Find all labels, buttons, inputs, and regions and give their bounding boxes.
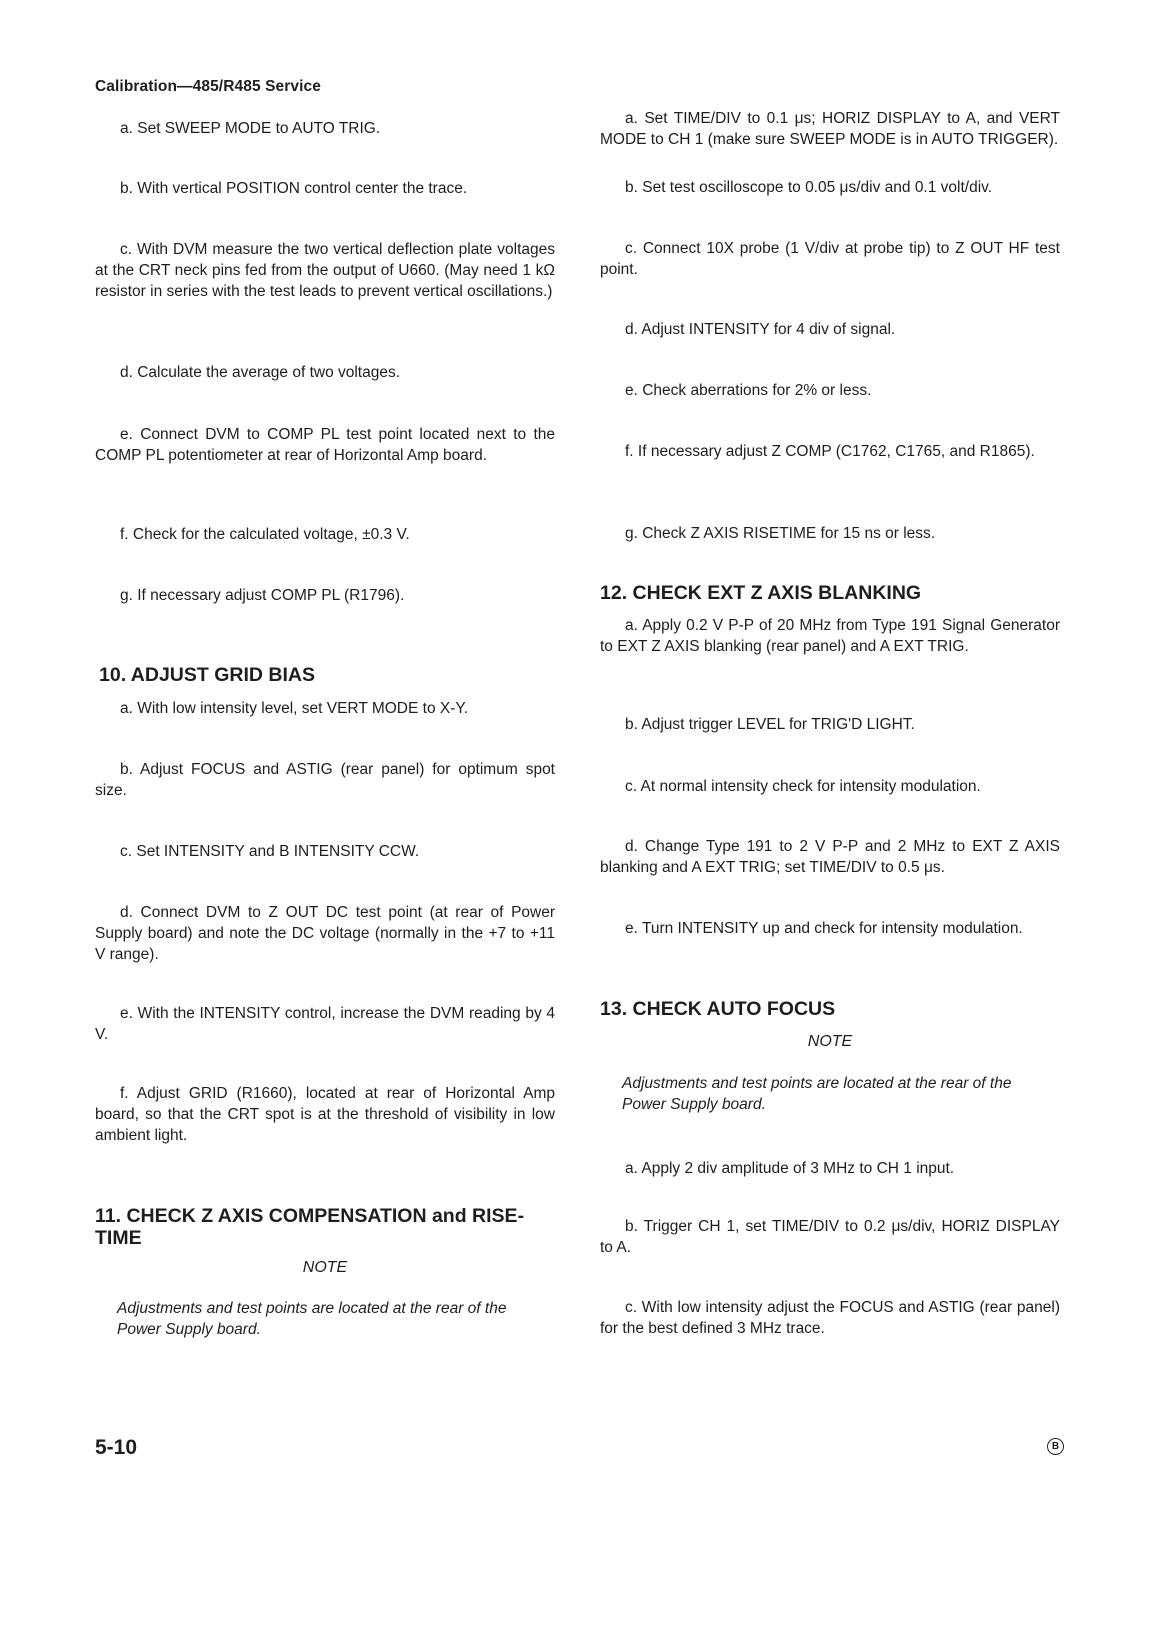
step-right-g: g. Check Z AXIS RISETIME for 15 ns or less. (625, 525, 936, 542)
note-title-13: NOTE (807, 1033, 853, 1050)
section-11-title: 11. CHECK Z AXIS COMPENSATION and RISE-TIME (95, 1205, 525, 1249)
sec10-step-f: f. Adjust GRID (R1660), located at rear of Horizontal Amp board, so that the CRT spot is at the threshold of visibility in low ambient light. (95, 1085, 555, 1144)
right-column (600, 108, 1060, 1348)
running-header: Calibration—485/R485 Service (95, 78, 321, 95)
revision-mark: B (1047, 1438, 1064, 1455)
sec12-step-a: a. Apply 0.2 V P-P of 20 MHz from Type 191 Signal Generator to EXT Z AXIS blanking (rear panel) and A EXT TRIG. (600, 617, 1060, 655)
section-10-title: 10. ADJUST GRID BIAS (99, 664, 315, 686)
step-right-c: c. Connect 10X probe (1 V/div at probe tip) to Z OUT HF test point. (600, 240, 1060, 278)
sec10-step-d: d. Connect DVM to Z OUT DC test point (at rear of Power Supply board) and note the DC voltage (normally in the +7 to +11 V range). (95, 904, 555, 963)
sec10-step-a: a. With low intensity level, set VERT MODE to X-Y. (120, 700, 469, 717)
step-left-a: a. Set SWEEP MODE to AUTO TRIG. (120, 120, 381, 137)
sec12-step-e: e. Turn INTENSITY up and check for intensity modulation. (625, 920, 1023, 937)
step-left-f: f. Check for the calculated voltage, ±0.3 V. (120, 526, 410, 543)
sec13-step-c: c. With low intensity adjust the FOCUS and ASTIG (rear panel) for the best defined 3 MHz trace. (600, 1299, 1060, 1337)
sec13-step-b: b. Trigger CH 1, set TIME/DIV to 0.2 μs/div, HORIZ DISPLAY to A. (600, 1218, 1060, 1256)
note-body-11: Adjustments and test points are located at the rear of the Power Supply board. (117, 1300, 507, 1338)
sec12-step-c: c. At normal intensity check for intensity modulation. (625, 778, 981, 795)
sec12-step-b: b. Adjust trigger LEVEL for TRIG'D LIGHT. (625, 716, 915, 733)
step-right-e: e. Check aberrations for 2% or less. (625, 382, 872, 399)
sec12-step-d: d. Change Type 191 to 2 V P-P and 2 MHz to EXT Z AXIS blanking and A EXT TRIG; set TIME/DIV to 0.5 μs. (600, 838, 1060, 876)
step-right-d: d. Adjust INTENSITY for 4 div of signal. (625, 321, 896, 338)
note-body-13: Adjustments and test points are located at the rear of the Power Supply board. (622, 1075, 1012, 1113)
section-13-title: 13. CHECK AUTO FOCUS (600, 998, 836, 1020)
left-column (95, 108, 555, 1348)
step-left-g: g. If necessary adjust COMP PL (R1796). (120, 587, 405, 604)
sec10-step-b: b. Adjust FOCUS and ASTIG (rear panel) for optimum spot size. (95, 761, 555, 799)
step-right-a: a. Set TIME/DIV to 0.1 μs; HORIZ DISPLAY to A, and VERT MODE to CH 1 (make sure SWEEP MODE is in AUTO TRIGGER). (600, 110, 1060, 148)
note-title-11: NOTE (302, 1259, 348, 1276)
page-number: 5-10 (95, 1436, 138, 1459)
step-left-b: b. With vertical POSITION control center the trace. (120, 180, 468, 197)
sec10-step-c: c. Set INTENSITY and B INTENSITY CCW. (120, 843, 420, 860)
sec10-step-e: e. With the INTENSITY control, increase the DVM reading by 4 V. (95, 1005, 555, 1043)
sec13-step-a: a. Apply 2 div amplitude of 3 MHz to CH 1 input. (625, 1160, 955, 1177)
step-left-d: d. Calculate the average of two voltages. (120, 364, 401, 381)
step-left-e: e. Connect DVM to COMP PL test point located next to the COMP PL potentiometer at rear of Horizontal Amp board. (95, 426, 555, 464)
step-left-c: c. With DVM measure the two vertical deflection plate voltages at the CRT neck pins fed from the output of U660. (May need 1 kΩ resistor in series with the test leads to prevent vertical oscillations.) (95, 241, 555, 300)
step-right-f: f. If necessary adjust Z COMP (C1762, C1765, and R1865). (625, 443, 1035, 460)
step-right-b: b. Set test oscilloscope to 0.05 μs/div and 0.1 volt/div. (625, 179, 993, 196)
section-12-title: 12. CHECK EXT Z AXIS BLANKING (600, 582, 922, 604)
